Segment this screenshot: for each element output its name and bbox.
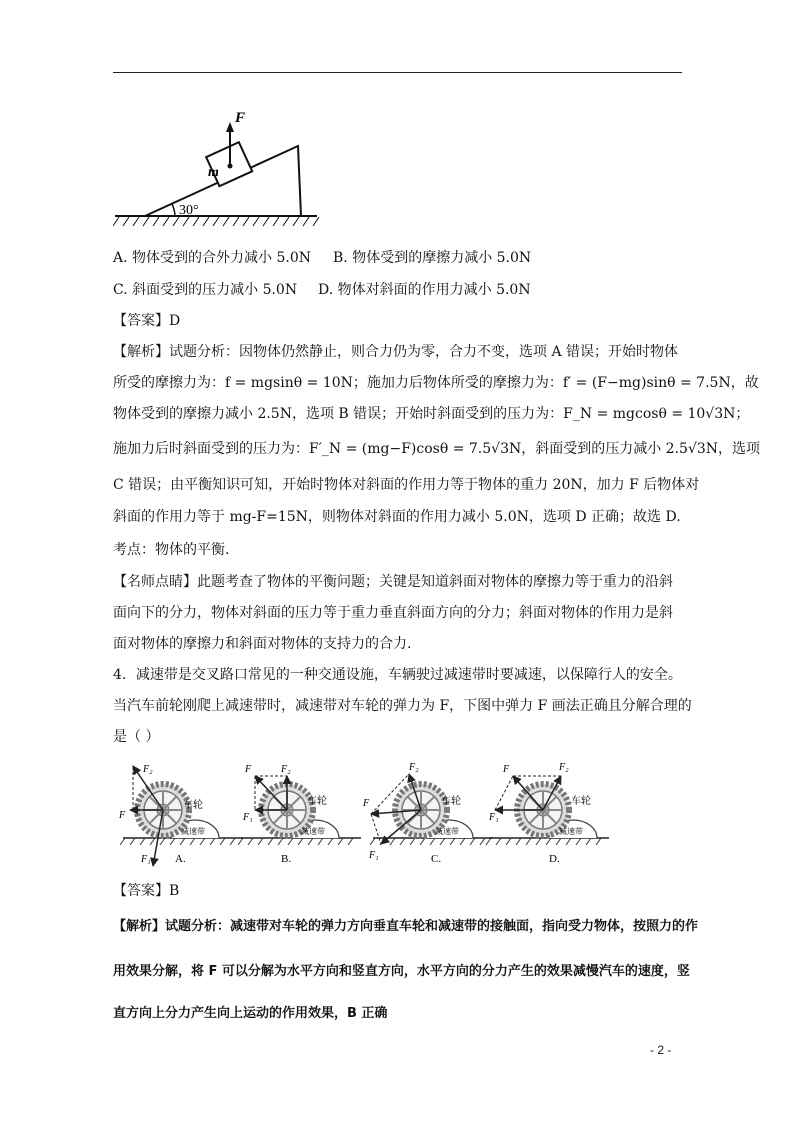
label-f2: F₂: [559, 762, 569, 773]
label-f: F: [363, 798, 370, 809]
q4-stem-line: 当汽车前轮刚爬上减速带时，减速带对车轮的弹力为 F，下图中弹力 F 画法正确且分解合理的: [113, 698, 692, 714]
q4-stem-line: 4．减速带是交叉路口常见的一种交通设施，车辆驶过减速带时要减速，以保障行人的安全。: [113, 667, 682, 683]
bump-label: 减速带: [181, 827, 205, 836]
q4-stem-line: 是（ ）: [113, 729, 160, 745]
answer-q4: 【答案】B: [113, 883, 180, 899]
bump-label: 减速带: [559, 827, 583, 836]
label-f2: F₂: [143, 764, 153, 775]
bump-label: 减速带: [435, 827, 459, 836]
analysis-line: C 错误；由平衡知识可知，开始时物体对斜面的作用力等于物体的重力 20N，加力 F 后物体对: [113, 477, 700, 493]
teacher-note-line: 【名师点睛】此题考查了物体的平衡问题；关键是知道斜面对物体的摩擦力等于重力的沿斜: [113, 574, 673, 590]
wheel-label: 车轮: [571, 796, 591, 807]
teacher-note-line: 面对物体的摩擦力和斜面对物体的支持力的合力.: [113, 636, 412, 652]
wheel-options-figure: [113, 758, 623, 873]
option-label: D.: [549, 853, 560, 865]
analysis-line: 【解析】试题分析：因物体仍然静止，则合力仍为零，合力不变，选项 A 错误；开始时物体: [113, 344, 679, 360]
label-f: F: [503, 764, 510, 775]
bump-label: 减速带: [301, 827, 325, 836]
option-b: B. 物体受到的摩擦力减小 5.0N: [333, 250, 532, 266]
option-c: C. 斜面受到的压力减小 5.0N: [113, 282, 298, 298]
label-f1: F₁: [369, 850, 379, 861]
label-f2: F₂: [281, 764, 291, 775]
wheel-label: 车轮: [183, 800, 203, 811]
label-f2: F₂: [409, 762, 419, 773]
incline-figure: [113, 108, 323, 230]
kaodian: 考点：物体的平衡.: [113, 542, 230, 558]
option-label: B.: [281, 853, 292, 865]
q4-analysis-line: 【解析】试题分析：减速带对车轮的弹力方向垂直车轮和减速带的接触面，指向受力物体，按照力的作: [113, 919, 699, 934]
label-f1: F₁: [141, 854, 151, 865]
analysis-line: 施加力后时斜面受到的压力为：F′_N = (mg−F)cosθ = 7.5√3N，斜面受到的压力减小 2.5√3N，选项: [113, 441, 761, 457]
analysis-line: 斜面的作用力等于 mg-F=15N，则物体对斜面的作用力减小 5.0N，选项 D 正确；故选 D.: [113, 509, 681, 525]
page-number: - 2 -: [650, 1043, 672, 1057]
q4-analysis-line: 用效果分解，将 F 可以分解为水平方向和竖直方向，水平方向的分力产生的效果减慢汽车的速度，竖: [113, 964, 690, 979]
wheel-label: 车轮: [307, 796, 327, 807]
force-label: F: [235, 110, 246, 126]
header-rule: [113, 72, 682, 73]
label-f1: F₁: [489, 812, 499, 823]
label-f1: F₁: [243, 812, 253, 823]
option-label: C.: [431, 853, 442, 865]
option-a: A. 物体受到的合外力减小 5.0N: [113, 250, 311, 266]
analysis-line: 所受的摩擦力为：f = mgsinθ = 10N；施加力后物体所受的摩擦力为：f′ = (F−mg)sinθ = 7.5N，故: [113, 375, 759, 391]
option-label: A.: [175, 853, 186, 865]
analysis-line: 物体受到的摩擦力减小 2.5N，选项 B 错误；开始时斜面受到的压力为：F_N = mgcosθ = 10√3N；: [113, 406, 750, 422]
answer-q3: 【答案】D: [113, 313, 181, 329]
teacher-note-line: 面向下的分力，物体对斜面的压力等于重力垂直斜面方向的分力；斜面对物体的作用力是斜: [113, 605, 673, 621]
angle-label: 30°: [179, 203, 199, 218]
option-d: D. 物体对斜面的作用力减小 5.0N: [318, 282, 531, 298]
label-f: F: [245, 764, 252, 775]
label-f: F: [119, 810, 126, 821]
mass-label: m: [208, 165, 219, 180]
q4-analysis-line: 直方向上分力产生向上运动的作用效果，B 正确: [113, 1006, 388, 1021]
wheel-label: 车轮: [441, 796, 461, 807]
